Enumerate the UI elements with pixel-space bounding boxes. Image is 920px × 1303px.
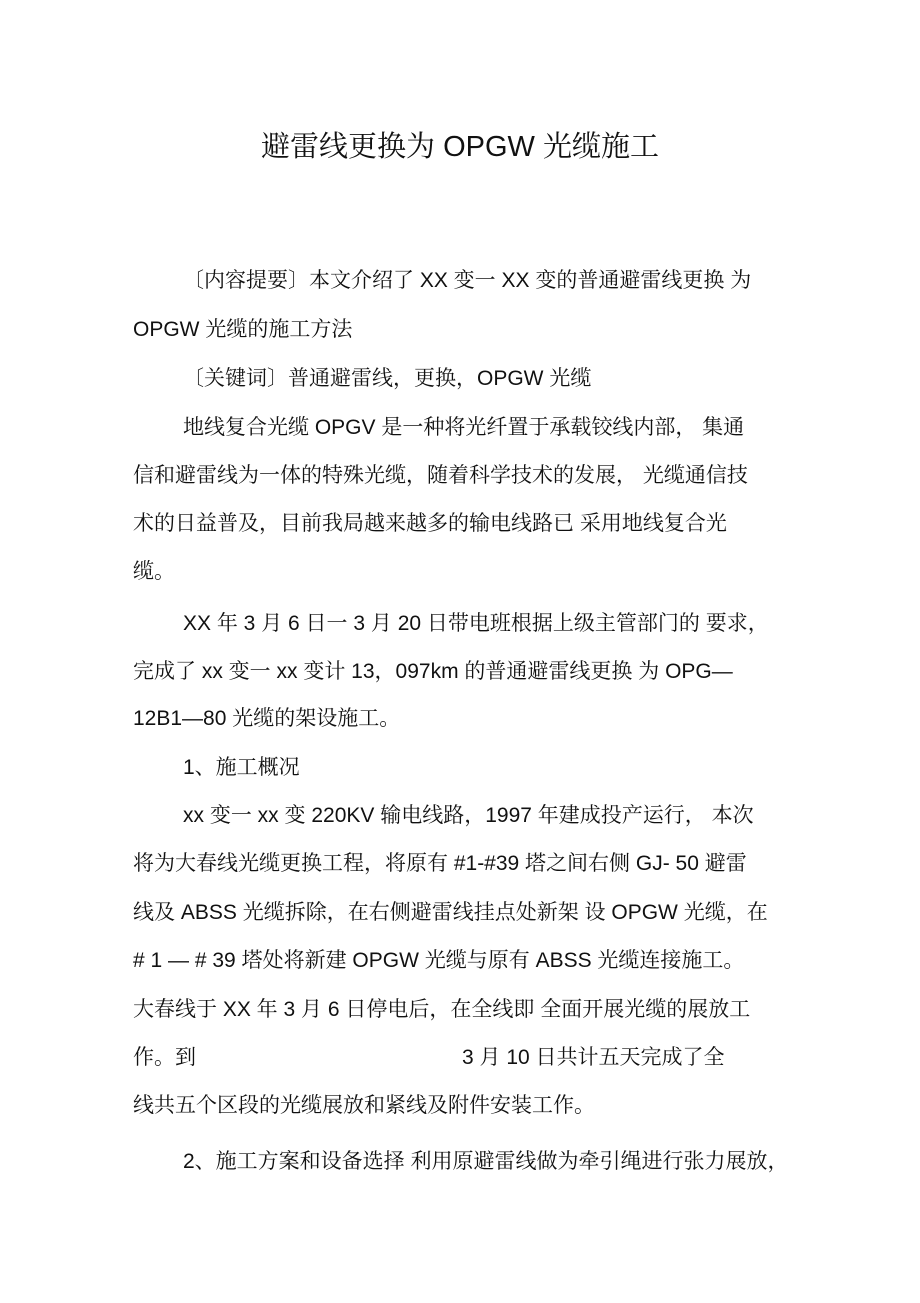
paragraph-line: 完成了 xx 变一 xx 变计 13，097km 的普通避雷线更换 为 OPG—	[133, 660, 733, 683]
paragraph-line: 线共五个区段的光缆展放和紧线及附件安装工作。	[133, 1094, 595, 1117]
section-heading: 2、施工方案和设备选择 利用原避雷线做为牵引绳进行张力展放，	[183, 1150, 789, 1173]
paragraph-line: 线及 ABSS 光缆拆除，在右侧避雷线挂点处新架 设 OPGW 光缆，在	[133, 901, 768, 924]
abstract-line: 〔内容提要〕本文介绍了 XX 变一 XX 变的普通避雷线更换 为	[183, 269, 752, 292]
paragraph-line: 将为大春线光缆更换工程，将原有 #1-#39 塔之间右侧 GJ- 50 避雷	[133, 852, 747, 875]
document-title: 避雷线更换为 OPGW 光缆施工	[261, 131, 659, 163]
paragraph-line: xx 变一 xx 变 220KV 输电线路，1997 年建成投产运行， 本次	[183, 804, 754, 827]
abstract-line: OPGW 光缆的施工方法	[133, 318, 353, 341]
paragraph-line: 信和避雷线为一体的特殊光缆，随着科学技术的发展， 光缆通信技	[133, 464, 748, 487]
paragraph-line: # 1 — # 39 塔处将新建 OPGW 光缆与原有 ABSS 光缆连接施工。	[133, 949, 745, 972]
paragraph-line: 缆。	[133, 560, 175, 583]
paragraph-line: 12B1—80 光缆的架设施工。	[133, 707, 401, 730]
paragraph-line-left: 作。到	[133, 1046, 196, 1069]
paragraph-line: 大春线于 XX 年 3 月 6 日停电后，在全线即 全面开展光缆的展放工	[133, 998, 751, 1021]
section-heading: 1、施工概况	[183, 756, 300, 779]
paragraph-line: 地线复合光缆 OPGV 是一种将光纤置于承载铰线内部， 集通	[183, 416, 745, 439]
keywords-line: 〔关键词〕普通避雷线，更换，OPGW 光缆	[183, 367, 592, 390]
paragraph-line: 术的日益普及，目前我局越来越多的输电线路已 采用地线复合光	[133, 512, 727, 535]
paragraph-line-right: 3 月 10 日共计五天完成了全	[462, 1046, 725, 1069]
paragraph-line: XX 年 3 月 6 日一 3 月 20 日带电班根据上级主管部门的 要求，	[183, 612, 769, 635]
